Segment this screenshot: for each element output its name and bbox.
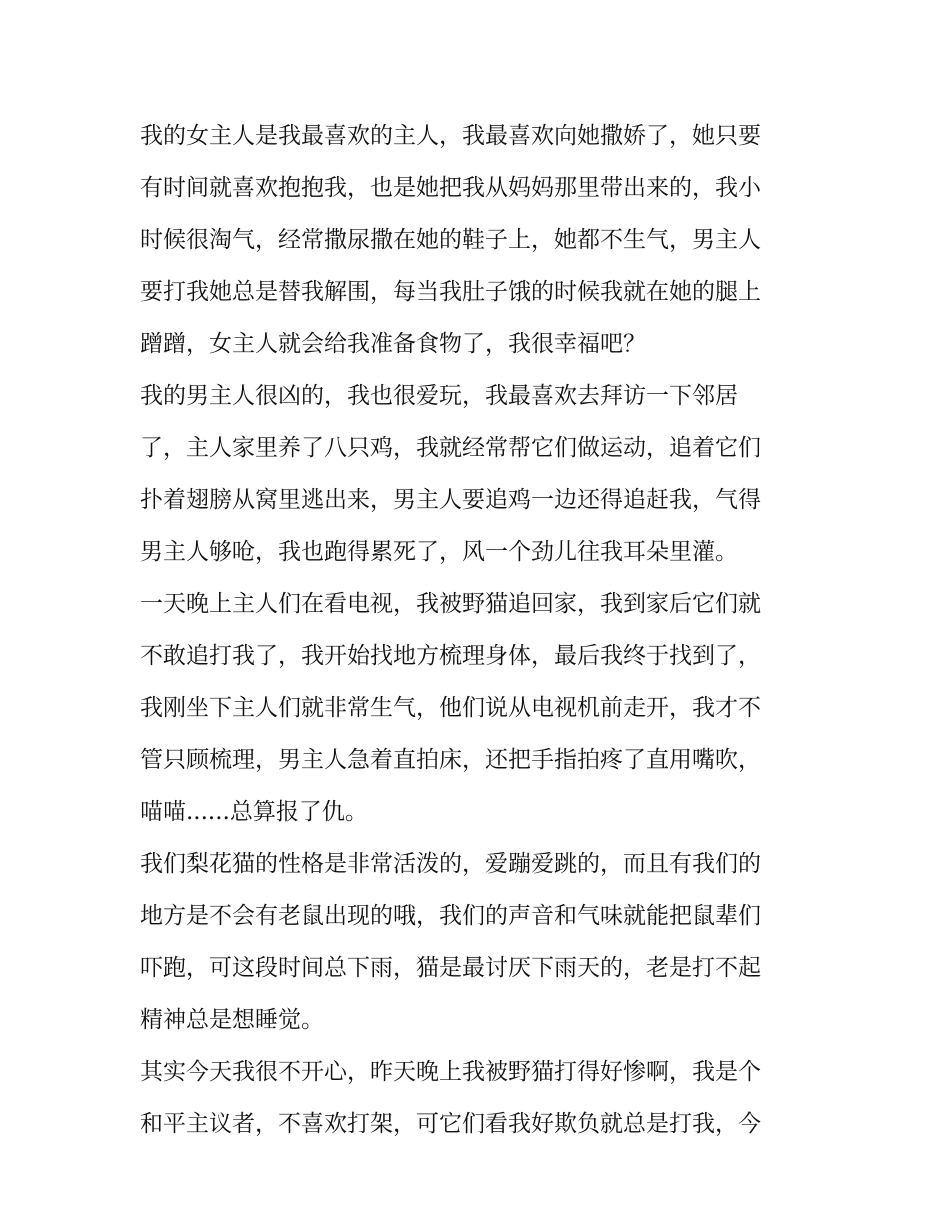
text-line: 不敢追打我了，我开始找地方梳理身体，最后我终于找到了， (140, 643, 761, 669)
text-line: 扑着翅膀从窝里逃出来，男主人要追鸡一边还得追赶我，气得 (140, 487, 761, 513)
text-line: 和平主议者，不喜欢打架，可它们看我好欺负就总是打我，今 (140, 1111, 761, 1137)
text-line: 喵喵......总算报了仇。 (140, 799, 368, 825)
text-line: 我们梨花猫的性格是非常活泼的，爱蹦爱跳的，而且有我们的 (140, 851, 761, 877)
text-line: 管只顾梳理，男主人急着直拍床，还把手指拍疼了直用嘴吹， (140, 747, 761, 773)
text-line: 要打我她总是替我解围，每当我肚子饿的时候我就在她的腿上 (140, 279, 761, 305)
text-line: 一天晚上主人们在看电视，我被野猫追回家，我到家后它们就 (140, 591, 761, 617)
text-line: 我的男主人很凶的，我也很爱玩，我最喜欢去拜访一下邻居 (140, 383, 738, 409)
text-line: 我刚坐下主人们就非常生气，他们说从电视机前走开，我才不 (140, 695, 761, 721)
text-line: 男主人够呛，我也跑得累死了，风一个劲儿往我耳朵里灌。 (140, 539, 738, 565)
text-line: 有时间就喜欢抱抱我，也是她把我从妈妈那里带出来的，我小 (140, 175, 761, 201)
text-line: 地方是不会有老鼠出现的哦，我们的声音和气味就能把鼠辈们 (140, 903, 761, 929)
text-line: 蹭蹭，女主人就会给我准备食物了，我很幸福吧？ (140, 331, 646, 357)
text-line: 了，主人家里养了八只鸡，我就经常帮它们做运动，追着它们 (140, 435, 761, 461)
body-text (140, 110, 820, 1150)
text-line: 精神总是想睡觉。 (140, 1007, 324, 1033)
text-line: 我的女主人是我最喜欢的主人，我最喜欢向她撒娇了，她只要 (140, 123, 761, 149)
text-line: 时候很淘气，经常撒尿撒在她的鞋子上，她都不生气，男主人 (140, 227, 761, 253)
text-line: 吓跑，可这段时间总下雨，猫是最讨厌下雨天的，老是打不起 (140, 955, 761, 981)
text-line: 其实今天我很不开心，昨天晚上我被野猫打得好惨啊，我是个 (140, 1059, 761, 1085)
